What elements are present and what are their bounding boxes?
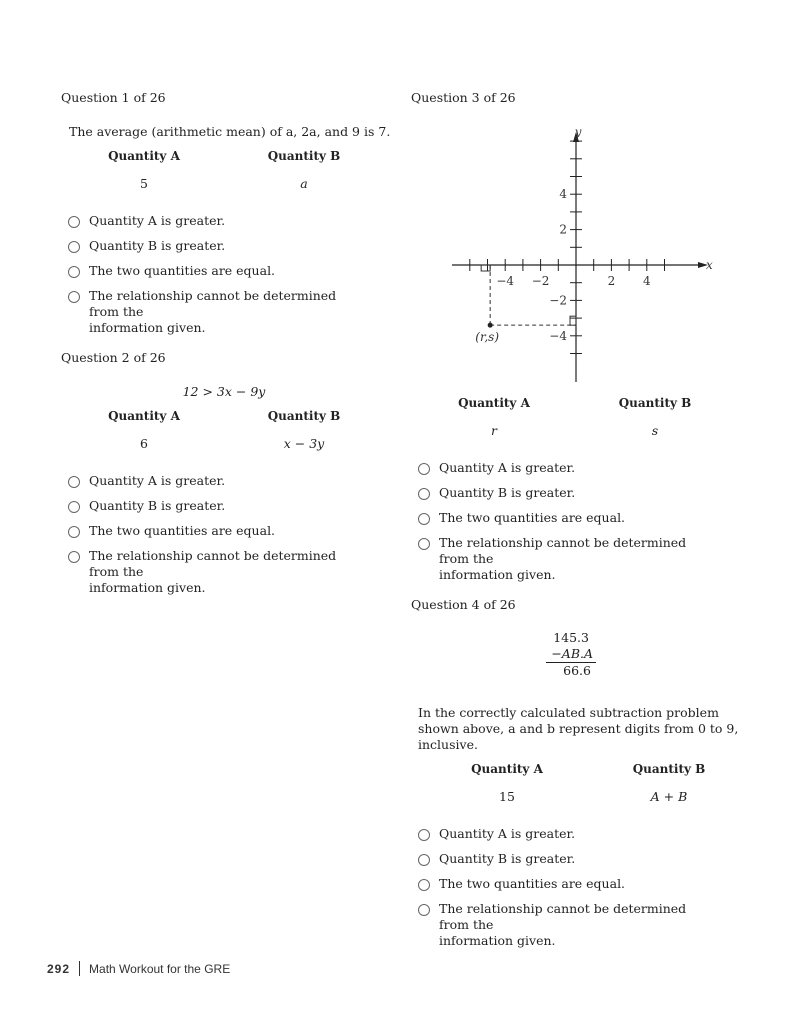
- q2-stem: 12 > 3x − 9y: [182, 384, 266, 399]
- option-text: Quantity B is greater.: [439, 485, 576, 500]
- option-label: [439, 510, 625, 526]
- q3-quantity-a: r: [491, 423, 497, 438]
- q2-quantity-a: 6: [140, 436, 148, 451]
- footer: [47, 961, 230, 976]
- option-label: [439, 826, 575, 842]
- radio-button[interactable]: [418, 904, 430, 916]
- option-label: [89, 523, 275, 539]
- right-angle-marker: [481, 265, 490, 271]
- q4-quantity-a: 15: [499, 789, 515, 804]
- q4-stem-line1: In the correctly calculated subtraction problem: [418, 705, 719, 720]
- q3-option-4[interactable]: [418, 535, 718, 583]
- option-text-cont: information given.: [89, 320, 206, 335]
- option-text: The relationship cannot be determined from the: [439, 901, 687, 932]
- option-text: The relationship cannot be determined from the: [89, 548, 337, 579]
- option-label: [89, 238, 225, 254]
- option-text: Quantity A is greater.: [439, 460, 576, 475]
- q3-option-2[interactable]: [418, 485, 718, 501]
- option-label: [89, 263, 275, 279]
- q2-header: Question 2 of 26: [61, 350, 166, 365]
- radio-button[interactable]: [418, 488, 430, 500]
- q1-option-3[interactable]: [68, 263, 368, 279]
- option-label: [439, 485, 575, 501]
- option-text: Quantity A is greater.: [89, 213, 226, 228]
- radio-button[interactable]: [68, 501, 80, 513]
- q2-option-1[interactable]: [68, 473, 368, 489]
- option-text: The two quantities are equal.: [439, 510, 626, 525]
- q3-option-3[interactable]: [418, 510, 718, 526]
- q1-stem: The average (arithmetic mean) of a, 2a, and 9 is 7.: [69, 124, 391, 139]
- q1-quantity-a-label: Quantity A: [108, 149, 180, 163]
- q4-option-1[interactable]: [418, 826, 718, 842]
- option-label: [89, 288, 368, 336]
- option-text: The two quantities are equal.: [439, 876, 626, 891]
- option-label: [89, 213, 225, 229]
- q3-quantity-b-label: Quantity B: [618, 396, 692, 410]
- q4-subtrahend: −AB.A: [546, 646, 596, 663]
- q1-quantity-b-label: Quantity B: [267, 149, 341, 163]
- q1-quantity-a: 5: [140, 176, 148, 191]
- q2-quantity-b: x − 3y: [283, 436, 325, 451]
- option-label: [439, 851, 575, 867]
- q2-quantity-b-label: Quantity B: [267, 409, 341, 423]
- q1-option-1[interactable]: [68, 213, 368, 229]
- option-text: The two quantities are equal.: [89, 263, 276, 278]
- option-label: [89, 498, 225, 514]
- radio-button[interactable]: [68, 476, 80, 488]
- option-text-cont: information given.: [439, 567, 556, 582]
- option-label: [439, 876, 625, 892]
- q4-stem-line2: shown above, a and b represent digits from 0 to 9,: [418, 721, 739, 736]
- option-label: [89, 473, 225, 489]
- q4-minuend: 145.3: [553, 630, 589, 645]
- q2-option-3[interactable]: [68, 523, 368, 539]
- q4-difference: 66.6: [563, 663, 591, 678]
- option-text: The relationship cannot be determined from the: [439, 535, 687, 566]
- option-label: [439, 535, 718, 583]
- option-text: Quantity B is greater.: [89, 238, 226, 253]
- q4-stem-line3: inclusive.: [418, 737, 478, 752]
- option-label: [439, 901, 718, 949]
- y-axis-label: y: [574, 125, 582, 139]
- option-text: Quantity B is greater.: [439, 851, 576, 866]
- option-label: [439, 460, 575, 476]
- q4-quantity-b-label: Quantity B: [632, 762, 706, 776]
- radio-button[interactable]: [68, 526, 80, 538]
- radio-button[interactable]: [418, 463, 430, 475]
- x-tick-label: 2: [607, 274, 616, 288]
- page-number: 292: [47, 961, 71, 976]
- option-label: [89, 548, 368, 596]
- book-title: Math Workout for the GRE: [89, 961, 231, 976]
- q1-option-4[interactable]: [68, 288, 368, 336]
- footer-divider: [79, 961, 80, 976]
- q4-option-3[interactable]: [418, 876, 718, 892]
- radio-button[interactable]: [418, 854, 430, 866]
- right-angle-marker: [570, 316, 576, 325]
- option-text: The relationship cannot be determined from the: [89, 288, 337, 319]
- y-tick-label: −4: [549, 328, 567, 343]
- q3-header: Question 3 of 26: [411, 90, 516, 105]
- option-text: Quantity A is greater.: [439, 826, 576, 841]
- x-tick-label: −4: [496, 274, 515, 288]
- q1-option-2[interactable]: [68, 238, 368, 254]
- q3-quantity-b: s: [651, 423, 659, 438]
- q4-quantity-b: A + B: [650, 789, 688, 804]
- option-text: The two quantities are equal.: [89, 523, 276, 538]
- radio-button[interactable]: [418, 829, 430, 841]
- radio-button[interactable]: [68, 216, 80, 228]
- q2-option-4[interactable]: [68, 548, 368, 596]
- x-tick-label: 4: [642, 274, 651, 288]
- y-tick-label: 2: [559, 222, 567, 237]
- y-tick-label: 4: [559, 187, 567, 202]
- radio-button[interactable]: [418, 879, 430, 891]
- option-text-cont: information given.: [439, 933, 556, 948]
- y-tick-label: −2: [549, 293, 567, 308]
- point-label: (r,s): [475, 330, 500, 345]
- q2-option-2[interactable]: [68, 498, 368, 514]
- q4-option-2[interactable]: [418, 851, 718, 867]
- radio-button[interactable]: [68, 291, 80, 303]
- radio-button[interactable]: [418, 538, 430, 550]
- q1-quantity-b: a: [300, 176, 308, 191]
- option-text: Quantity B is greater.: [89, 498, 226, 513]
- option-text-cont: information given.: [89, 580, 206, 595]
- radio-button[interactable]: [68, 241, 80, 253]
- q2-quantity-a-label: Quantity A: [108, 409, 180, 423]
- q4-quantity-a-label: Quantity A: [471, 762, 543, 776]
- x-axis-label: x: [706, 258, 713, 272]
- q4-header: Question 4 of 26: [411, 597, 516, 612]
- option-text: Quantity A is greater.: [89, 473, 226, 488]
- radio-button[interactable]: [68, 266, 80, 278]
- q4-option-4[interactable]: [418, 901, 718, 949]
- q3-quantity-a-label: Quantity A: [458, 396, 530, 410]
- x-tick-label: −2: [531, 274, 550, 288]
- radio-button[interactable]: [68, 551, 80, 563]
- point-rs: [488, 323, 493, 328]
- q3-option-1[interactable]: [418, 460, 718, 476]
- q1-header: Question 1 of 26: [61, 90, 166, 105]
- radio-button[interactable]: [418, 513, 430, 525]
- coordinate-graph: [440, 120, 730, 390]
